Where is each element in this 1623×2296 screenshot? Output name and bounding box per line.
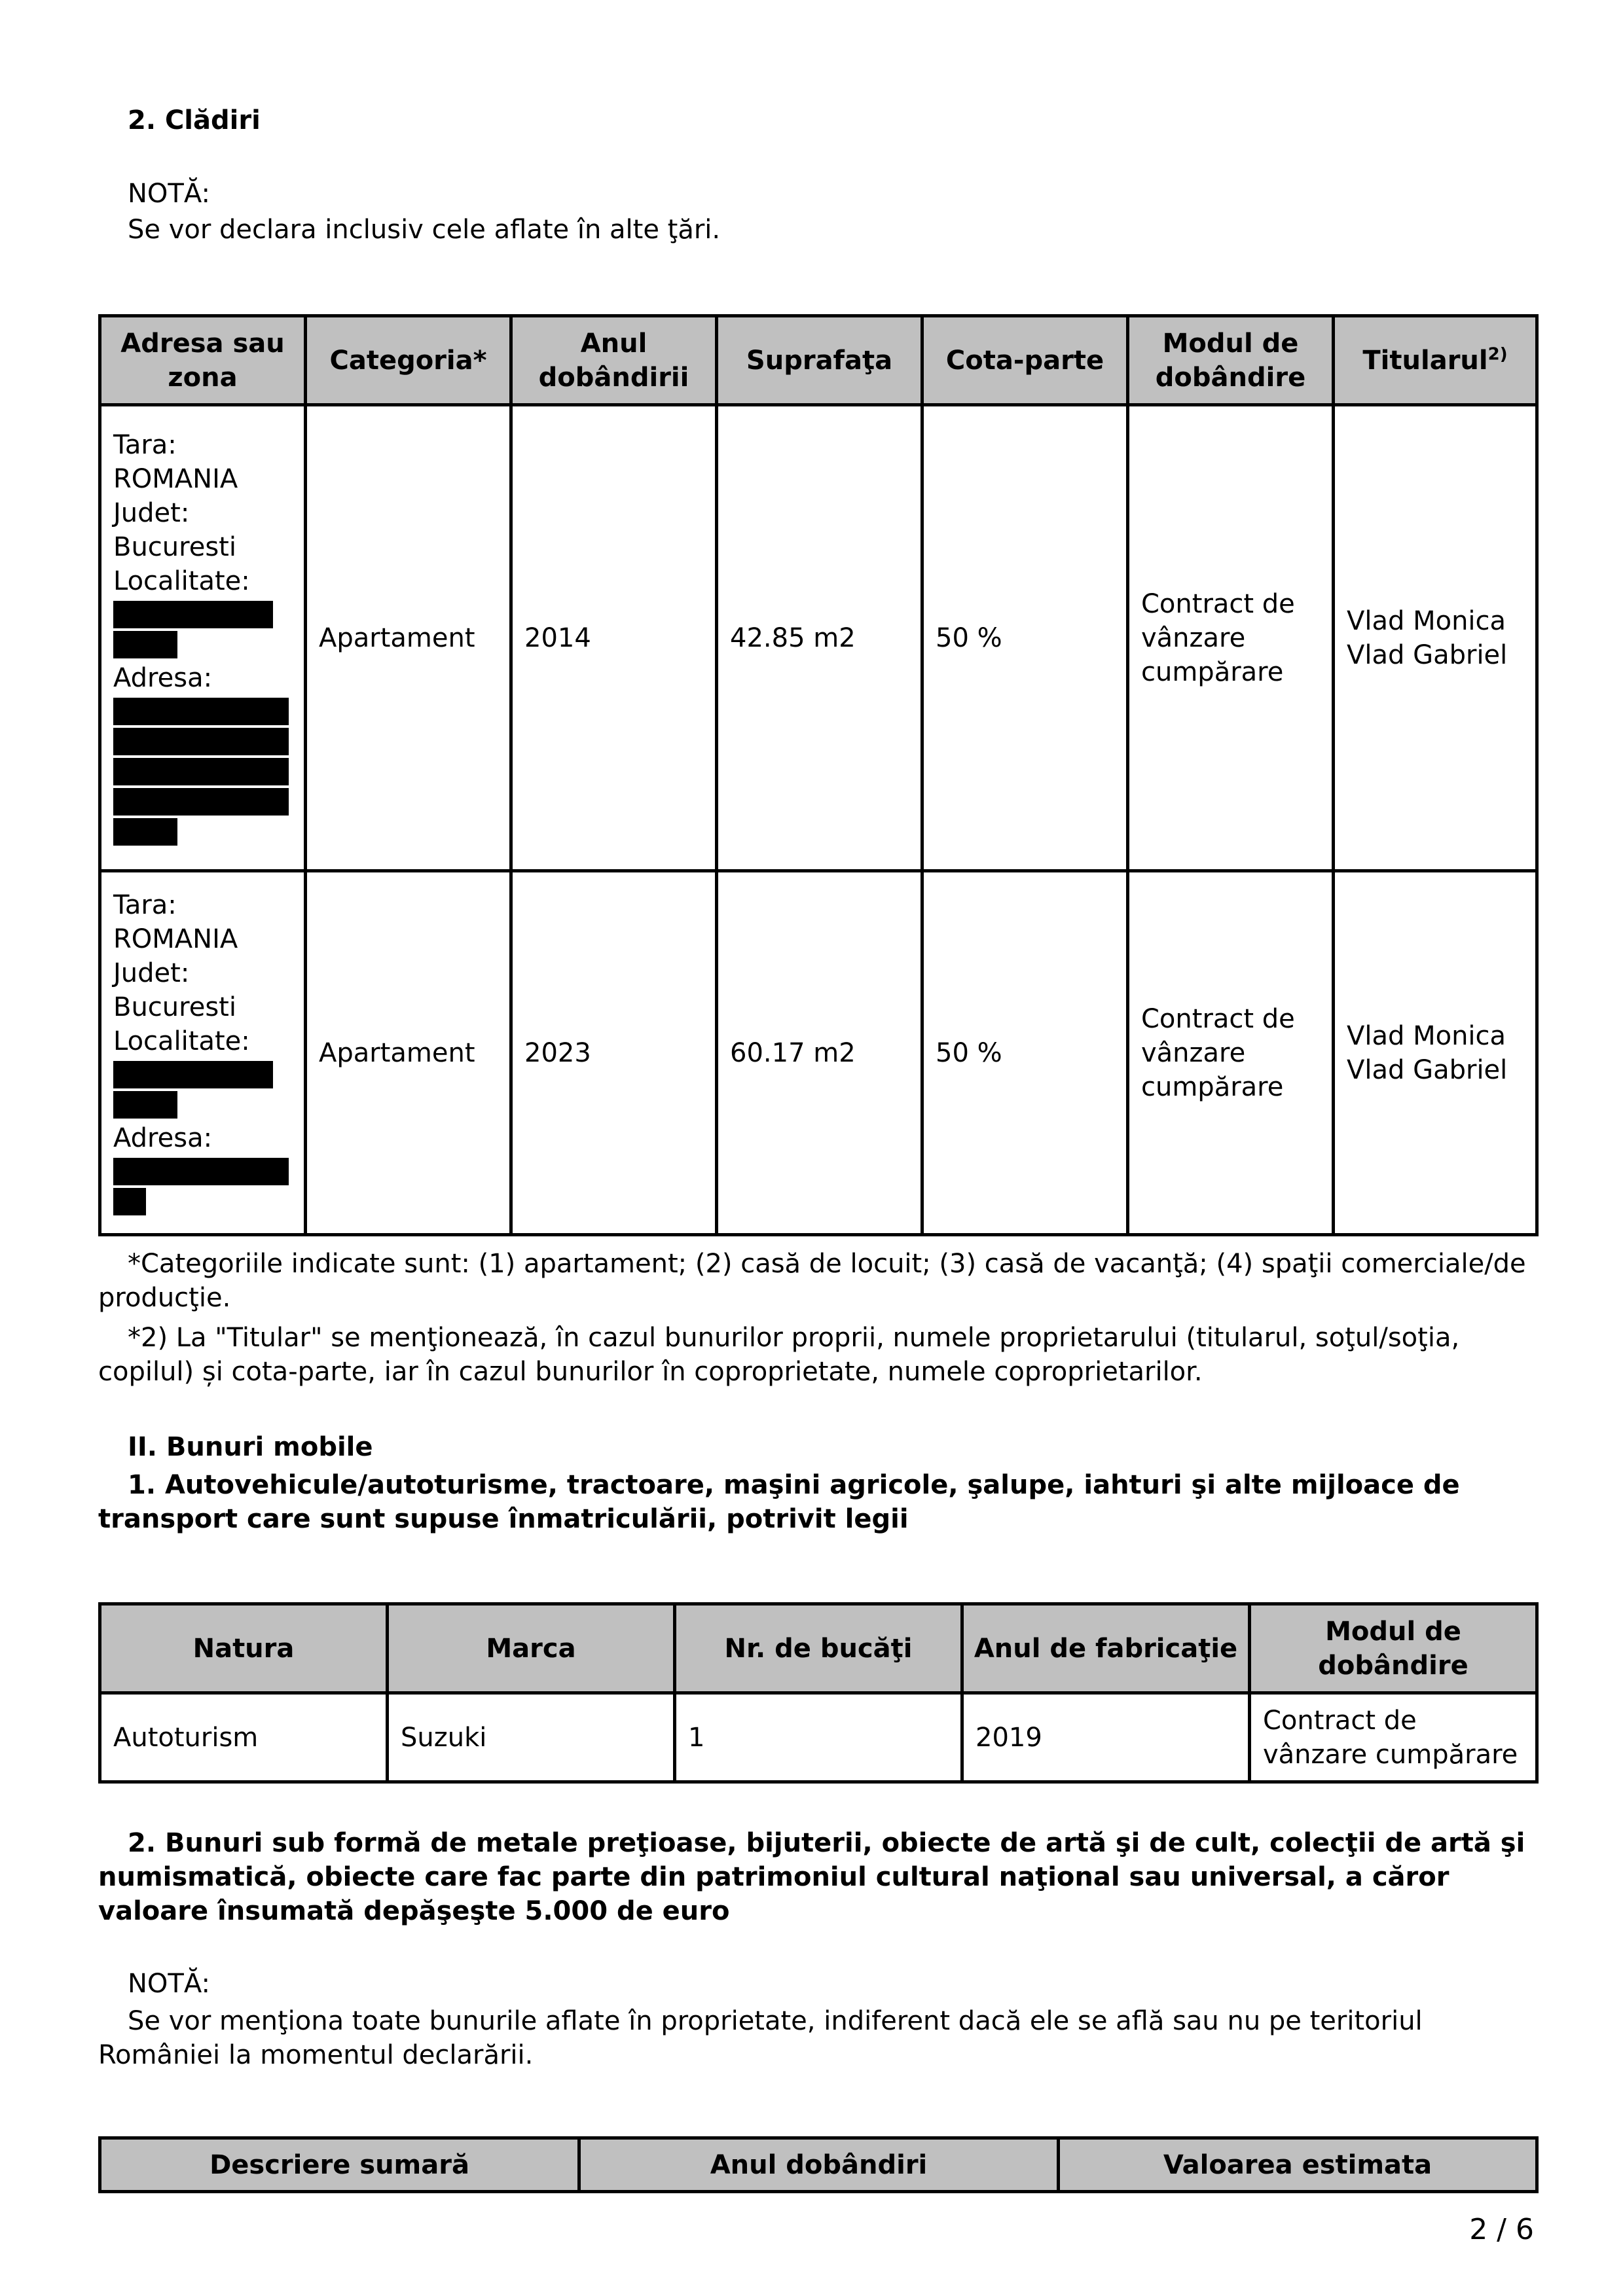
address-cell <box>100 871 306 1235</box>
value-judet: Bucuresti <box>113 531 236 562</box>
redaction-bar <box>113 758 289 785</box>
subsection-heading-vehicles: 1. Autovehicule/autoturisme, tractoare, maşini agricole, şalupe, iahturi şi alte mijloace de transport care sunt supuse înmatriculării, potrivit legii <box>98 1470 1460 1534</box>
area-cell: 60.17 m2 <box>717 871 922 1235</box>
valuables-table <box>98 2136 1539 2193</box>
manufacture-year-cell: 2019 <box>962 1693 1250 1782</box>
table-header-row <box>100 1604 1537 1693</box>
label-judet: Judet: <box>113 958 190 988</box>
redaction-bar <box>113 818 177 846</box>
share-cell: 50 % <box>922 405 1128 871</box>
owner-name: Vlad Monica <box>1347 1020 1506 1051</box>
table-header-row <box>100 316 1537 405</box>
label-adresa: Adresa: <box>113 662 213 693</box>
value-tara: ROMANIA <box>113 924 238 954</box>
subsection-heading-valuables: 2. Bunuri sub formă de metale preţioase, bijuterii, obiecte de artă şi de cult, colecţii de artă şi numismatică, obiecte care fac parte din patrimoniul cultural naţional sau universal, a căror valoare însumată depăşeşte 5.000 de euro <box>98 1828 1525 1926</box>
redaction-bar <box>113 631 177 658</box>
page-number: 2 / 6 <box>1469 2213 1534 2246</box>
value-judet: Bucuresti <box>113 992 236 1022</box>
label-tara: Tara: <box>113 429 177 460</box>
table-header-row <box>100 2138 1537 2192</box>
col-header-acquisition-year: Anul dobândiri <box>579 2138 1059 2192</box>
redaction-bar <box>113 1091 177 1119</box>
redaction-bar <box>113 728 289 755</box>
col-header-address: Adresa sau zona <box>100 316 306 405</box>
col-header-share: Cota-parte <box>922 316 1128 405</box>
label-tara: Tara: <box>113 889 177 920</box>
col-header-acquisition-mode: Modul de dobândire <box>1128 316 1334 405</box>
category-cell: Apartament <box>306 871 511 1235</box>
col-header-owner <box>1334 316 1537 405</box>
footnote-owner: *2) La "Titular" se menţionează, în cazul bunurilor proprii, numele proprietarului (titularul, soţul/soţia, copilul) și cota-parte, iar în cazul bunurilor în coproprietate, numele coproprietarilor. <box>98 1323 1460 1387</box>
col-header-acquisition-mode: Modul de dobândire <box>1250 1604 1537 1693</box>
table-row <box>100 871 1537 1235</box>
owner-cell <box>1334 871 1537 1235</box>
redaction-bar <box>113 788 289 816</box>
col-header-brand: Marca <box>388 1604 675 1693</box>
redaction-bar <box>113 1158 289 1185</box>
acquisition-mode-cell: Contract de vânzare cumpărare <box>1128 405 1334 871</box>
redaction-bar <box>113 601 273 628</box>
col-header-year: Anul dobândirii <box>511 316 717 405</box>
section-heading-cladiri: 2. Clădiri <box>128 105 261 135</box>
col-header-manufacture-year: Anul de fabricaţie <box>962 1604 1250 1693</box>
address-cell <box>100 405 306 871</box>
table-row <box>100 405 1537 871</box>
note-text: Se vor declara inclusiv cele aflate în alte ţări. <box>128 215 721 245</box>
count-cell: 1 <box>675 1693 962 1782</box>
col-header-description: Descriere sumară <box>100 2138 579 2192</box>
year-cell: 2023 <box>511 871 717 1235</box>
section-heading-mobile: II. Bunuri mobile <box>128 1432 373 1462</box>
area-cell: 42.85 m2 <box>717 405 922 871</box>
acquisition-mode-cell: Contract de vânzare cumpărare <box>1128 871 1334 1235</box>
owner-name: Vlad Gabriel <box>1347 1054 1508 1085</box>
col-header-estimated-value: Valoarea estimata <box>1059 2138 1537 2192</box>
owner-name: Vlad Monica <box>1347 605 1506 636</box>
label-adresa: Adresa: <box>113 1122 213 1153</box>
value-tara: ROMANIA <box>113 463 238 494</box>
vehicles-table <box>98 1602 1539 1784</box>
acquisition-mode-cell: Contract de vânzare cumpărare <box>1250 1693 1537 1782</box>
note-text: Se vor menţiona toate bunurile aflate în proprietate, indiferent dacă ele se află sau nu pe teritoriul României la momentul declarării. <box>98 2006 1423 2070</box>
redaction-bar <box>113 1188 146 1215</box>
col-header-nature: Natura <box>100 1604 388 1693</box>
brand-cell: Suzuki <box>388 1693 675 1782</box>
year-cell: 2014 <box>511 405 717 871</box>
note-label: NOTĂ: <box>128 1969 210 1999</box>
owner-name: Vlad Gabriel <box>1347 639 1508 670</box>
nature-cell: Autoturism <box>100 1693 388 1782</box>
footnote-categories: *Categoriile indicate sunt: (1) apartament; (2) casă de locuit; (3) casă de vacanţă; (4) spaţii comerciale/de producţie. <box>98 1249 1526 1313</box>
col-header-category: Categoria* <box>306 316 511 405</box>
owner-cell <box>1334 405 1537 871</box>
category-cell: Apartament <box>306 405 511 871</box>
buildings-table <box>98 314 1539 1236</box>
redaction-bar <box>113 1061 273 1088</box>
owner-footnote-mark: 2) <box>1487 344 1508 365</box>
share-cell: 50 % <box>922 871 1128 1235</box>
col-header-owner-label: Titularul <box>1362 345 1488 376</box>
label-judet: Judet: <box>113 497 190 528</box>
redaction-bar <box>113 698 289 725</box>
col-header-count: Nr. de bucăţi <box>675 1604 962 1693</box>
col-header-area: Suprafaţa <box>717 316 922 405</box>
table-row <box>100 1693 1537 1782</box>
label-localitate: Localitate: <box>113 565 250 596</box>
note-label: NOTĂ: <box>128 179 210 209</box>
label-localitate: Localitate: <box>113 1026 250 1056</box>
